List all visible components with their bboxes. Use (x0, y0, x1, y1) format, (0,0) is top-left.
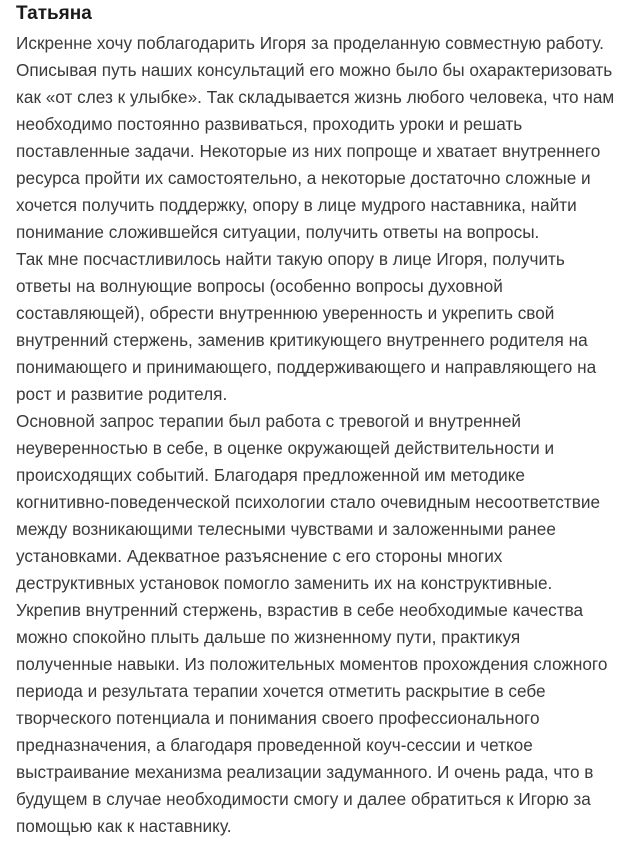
review-paragraph-2: Так мне посчастливилось найти такую опору в лице Игоря, получить ответы на волнующие вопросы (особенно вопросы духовной составляющей), обрести внутреннюю уверенность и укрепить свой внутренний стержень, заменив критикующего внутреннего родителя на понимающего и принимающего, поддерживающего и направляющего на рост и развитие родителя. (16, 249, 597, 404)
review-author-name: Татьяна (16, 3, 92, 24)
review-paragraph-1: Искренне хочу поблагодарить Игоря за проделанную совместную работу. Описывая путь наших консультаций его можно было бы охарактеризовать как «от слез к улыбке». Так складывается жизнь любого человека, что нам необходимо постоянно развиваться, проходить уроки и решать поставленные задачи. Некоторые из них попроще и хватает внутреннего ресурса пройти их самостоятельно, а некоторые достаточно сложные и хочется получить поддержку, опору в лице мудрого наставника, найти понимание сложившейся ситуации, получить ответы на вопросы. (16, 33, 615, 242)
review-paragraph-3: Основной запрос терапии был работа с тревогой и внутренней неуверенностью в себе, в оценке окружающей действительности и происходящих событий. Благодаря предложенной им методике когнитивно-поведенческой психологии стало очевидным несоответствие между возникающими телесными чувствами и заложенными ранее установками. Адекватное разъяснение с его стороны многих деструктивных установок помогло заменить их на конструктивные. Укрепив внутренний стержень, взрастив в себе необходимые качества можно спокойно плыть дальше по жизненному пути, практикуя полученные навыки. Из положительных моментов прохождения сложного периода и результата терапии хочется отметить раскрытие в себе творческого потенциала и понимания своего профессионального предназначения, а благодаря проведенной коуч-сессии и четкое выстраивание механизма реализации задуманного. И очень рада, что в будущем в случае необходимости смогу и далее обратиться к Игорю за помощью как к наставнику. (16, 411, 608, 836)
review-block (16, 0, 616, 840)
